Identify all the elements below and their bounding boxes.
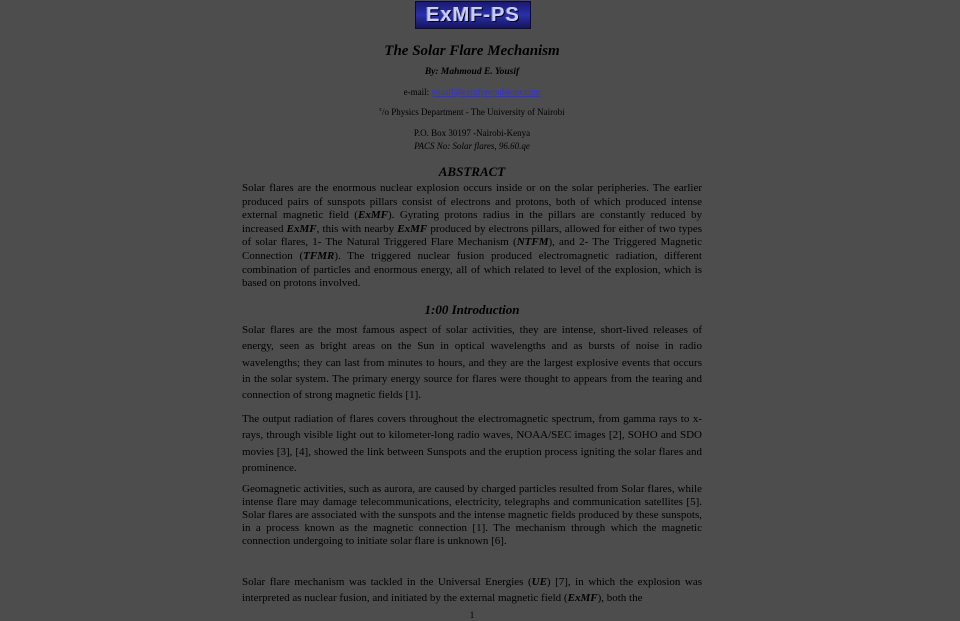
email-prefix: e-mail: bbox=[403, 87, 432, 97]
introduction-heading: 1:00 Introduction bbox=[424, 302, 520, 317]
email-link[interactable]: yousif@exmfpropulsions.com bbox=[431, 87, 541, 97]
intro-paragraph-3: Geomagnetic activities, such as aurora, are caused by charged particles resulted from Solar flares, while intense flare may damage telecommunications, electricity, telegraphs and communication satellites [5]. Solar flares are associated with the sunspots and the intense magnetic fields produced by these sunspots, in a process known as the magnetic connection [1]. The mechanism through which the magnetic connection undergoing to initiate solar flare is unknown [6]. bbox=[242, 483, 702, 548]
paragraph-term: ExMF bbox=[567, 592, 598, 604]
department-line bbox=[242, 107, 702, 117]
paragraph-text: ) [7], in which the explosion was interpreted as nuclear fusion, and initiated by the external magnetic field ( bbox=[242, 576, 702, 604]
intro-paragraph-1: Solar flares are the most famous aspect of solar activities, they are intense, short-lived releases of energy, seen as bright areas on the Sun in optical wavelengths and as bursts of noise in radio wavelengths; they can last from minutes to hours, and they are the largest explosive events that occurs in the solar system. The primary energy source for flares were thought to appears from the tearing and connection of strong magnetic fields [1]. bbox=[242, 324, 702, 402]
exmf-ps-logo bbox=[415, 1, 531, 29]
intro-paragraph-4 bbox=[242, 574, 702, 606]
intro-paragraph-2: The output radiation of flares covers throughout the electromagnetic spectrum, from gamma rays to x-rays, through visible light out to kilometer-long radio waves, NOAA/SEC images [2], SOHO and SDO movies [3], [4], showed the link between Sunspots and the eruption process igniting the solar flares and prominence. bbox=[242, 413, 702, 474]
abstract-term: NTFM bbox=[516, 236, 549, 249]
department-text: /o Physics Department - The University of Nairobi bbox=[382, 107, 565, 117]
page-number: 1 bbox=[469, 610, 475, 620]
paragraph-text: Solar flare mechanism was tackled in the Universal Energies ( bbox=[242, 576, 532, 588]
paper-title: The Solar Flare Mechanism bbox=[384, 43, 560, 59]
email-line bbox=[242, 87, 702, 97]
abstract-term: ExMF bbox=[286, 222, 317, 235]
abstract-term: TFMR bbox=[303, 249, 335, 262]
abstract-text: ). The triggered nuclear fusion produced electromagnetic radiation, different combination of particles and enormous energy, all of which related to level of the explosion, which is based on protons involved. bbox=[242, 249, 702, 290]
abstract-term: ExMF bbox=[357, 209, 388, 222]
pacs-line: PACS No: Solar flares, 96.60.qe bbox=[414, 141, 530, 151]
po-box-line: P.O. Box 30197 -Nairobi-Kenya bbox=[413, 128, 531, 138]
abstract-text: , this with nearby bbox=[316, 222, 398, 235]
care-of-sup: c bbox=[379, 107, 383, 113]
paragraph-term: UE bbox=[531, 576, 547, 588]
author-line: By: Mahmoud E. Yousif bbox=[424, 67, 520, 77]
paragraph-text: ), both the bbox=[597, 592, 643, 604]
abstract-text: ), and 2- The Triggered Magnetic Connection ( bbox=[242, 236, 703, 262]
abstract-text: ). Gyrating protons radius in the pillars are constantly reduced by increased bbox=[242, 209, 703, 235]
abstract-text: produced by electrons pillars, allowed for either of two types of solar flares, 1- The Natural Triggered Flare Mechanism ( bbox=[242, 222, 703, 249]
logo-text: ExMF-PS bbox=[426, 3, 520, 26]
abstract-text: Solar flares are the enormous nuclear explosion occurs inside or on the solar peripheries. The earlier produced pairs of sunspots pillars consist of electrons and protons, both of which produced intense external magnetic field ( bbox=[242, 182, 702, 222]
abstract-heading: ABSTRACT bbox=[438, 164, 506, 179]
abstract-paragraph bbox=[242, 182, 702, 291]
abstract-term: ExMF bbox=[397, 222, 428, 235]
